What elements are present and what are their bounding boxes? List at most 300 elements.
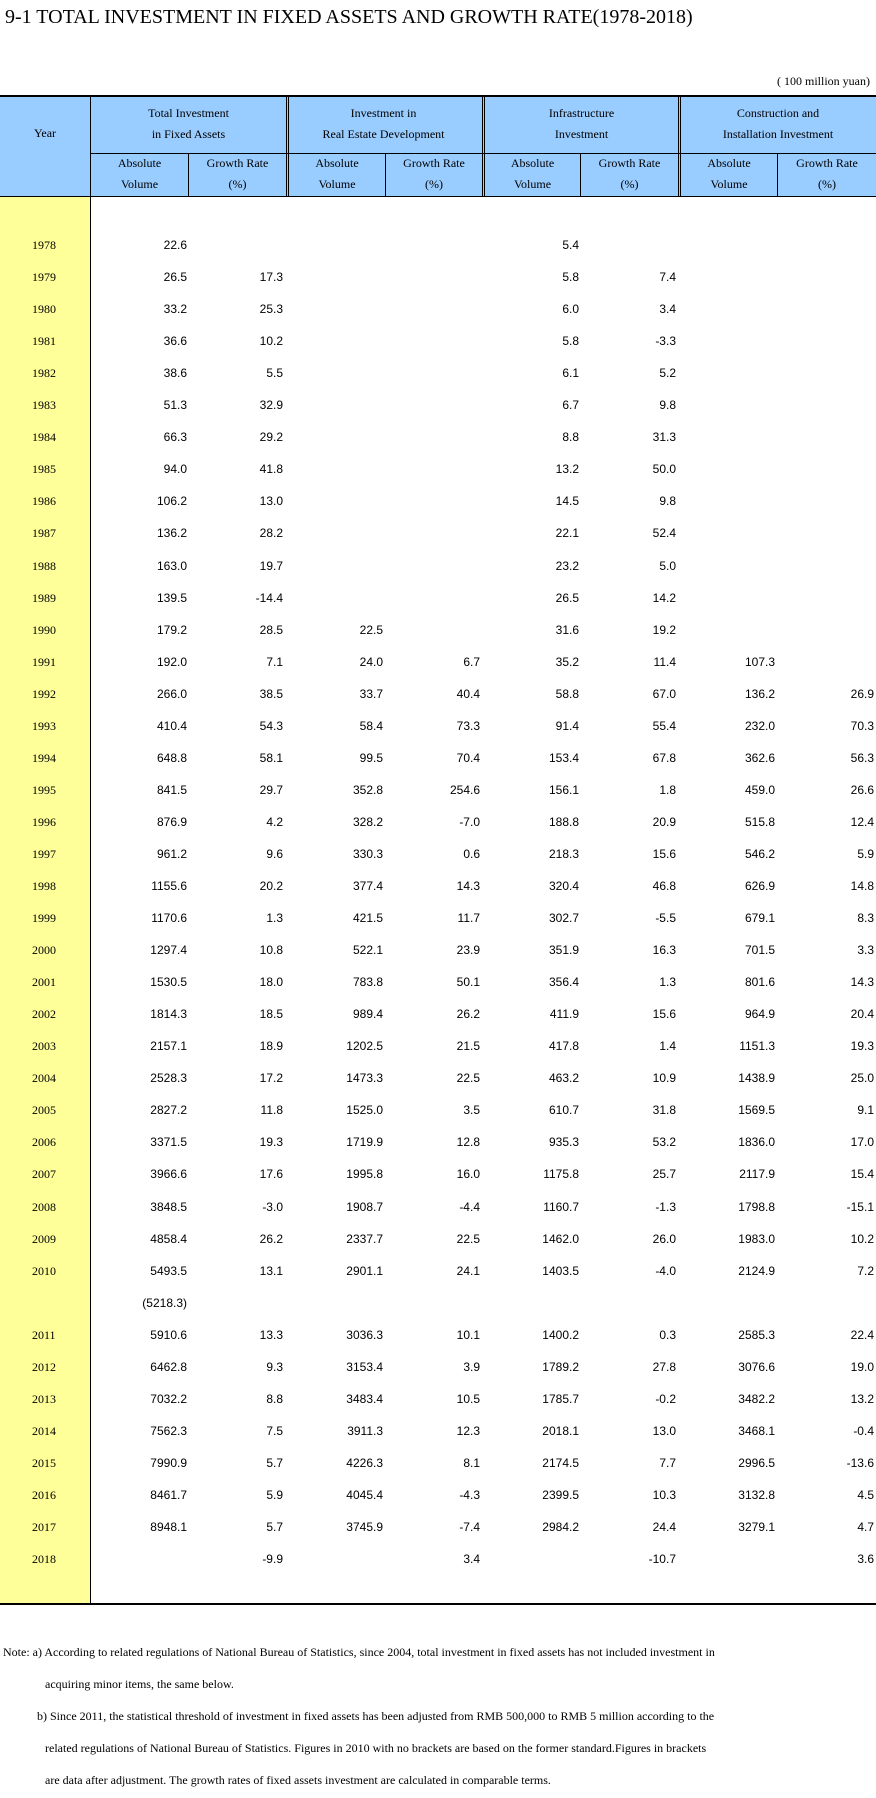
growth-rate-cell: -0.2 — [655, 1391, 676, 1406]
year-cell: 1983 — [32, 398, 56, 413]
absolute-volume-cell: 320.4 — [548, 879, 579, 893]
growth-rate-cell: 70.4 — [456, 750, 480, 765]
growth-rate-cell: 17.6 — [259, 1167, 283, 1182]
absolute-volume-cell: 266.0 — [156, 686, 187, 701]
absolute-volume-cell: 156.1 — [548, 782, 579, 797]
absolute-volume-cell: 1438.9 — [738, 1071, 775, 1086]
absolute-volume-cell: 163.0 — [156, 558, 187, 573]
absolute-volume-cell: 841.5 — [156, 782, 187, 797]
absolute-volume-cell: 2827.2 — [150, 1103, 187, 1118]
table-row — [0, 1094, 876, 1126]
sub-line: Volume — [318, 177, 356, 191]
growth-rate-cell: 8.8 — [266, 1391, 283, 1406]
growth-rate-cell: 22.4 — [850, 1327, 874, 1342]
group-header-infrastructure — [484, 103, 679, 145]
growth-rate-cell: 26.0 — [652, 1231, 676, 1246]
growth-rate-cell: -1.3 — [655, 1199, 676, 1214]
growth-rate-cell: 7.4 — [659, 270, 676, 285]
absolute-volume-cell: 106.2 — [156, 494, 187, 509]
year-cell: 2013 — [32, 1391, 56, 1406]
growth-rate-cell: 9.8 — [659, 494, 676, 509]
absolute-volume-cell: 679.1 — [744, 911, 775, 926]
absolute-volume-cell: 3132.8 — [738, 1487, 775, 1502]
group-line: Installation Investment — [722, 127, 834, 141]
note-b-line2: related regulations of National Bureau of Statistics. Figures in 2010 with no brackets are based on the former standard.Figures in brackets — [45, 1741, 707, 1755]
absolute-volume-cell: 463.2 — [548, 1071, 579, 1086]
absolute-volume-cell: 7032.2 — [150, 1391, 187, 1406]
absolute-volume-cell: 417.8 — [548, 1039, 579, 1054]
growth-rate-cell: 20.9 — [652, 814, 676, 829]
absolute-volume-cell: 3483.4 — [346, 1391, 383, 1406]
absolute-volume-cell: 22.1 — [555, 526, 579, 541]
year-header: Year — [33, 126, 57, 140]
absolute-volume-cell: 3076.6 — [738, 1359, 775, 1374]
year-cell: 2017 — [32, 1520, 56, 1534]
absolute-volume-cell: 188.8 — [548, 814, 579, 829]
growth-rate-cell: 22.5 — [456, 1071, 480, 1086]
growth-rate-cell: 29.7 — [259, 782, 283, 797]
group-divider — [286, 97, 287, 196]
growth-rate-cell: -5.5 — [655, 911, 676, 926]
year-cell: 2003 — [32, 1039, 56, 1054]
absolute-volume-cell: 3153.4 — [346, 1359, 383, 1374]
absolute-volume-cell: 2901.1 — [346, 1263, 383, 1278]
absolute-volume-cell: 610.7 — [548, 1103, 579, 1118]
growth-rate-cell: 11.4 — [653, 654, 676, 669]
absolute-volume-cell: 99.5 — [359, 750, 383, 765]
growth-rate-cell: 15.6 — [652, 1007, 676, 1022]
growth-rate-cell: 26.6 — [850, 782, 874, 797]
absolute-volume-cell: 22.6 — [163, 238, 187, 252]
growth-rate-cell: -0.4 — [853, 1423, 874, 1438]
growth-rate-cell: -10.7 — [648, 1552, 676, 1567]
year-cell: 1981 — [32, 334, 56, 349]
absolute-volume-cell: 2984.2 — [542, 1520, 579, 1534]
absolute-volume-cell: 459.0 — [744, 782, 775, 797]
note-a-line2: acquiring minor items, the same below. — [45, 1677, 234, 1691]
table-row — [0, 229, 876, 261]
growth-rate-cell: 67.8 — [652, 750, 676, 765]
year-cell: 2018 — [32, 1552, 56, 1567]
absolute-volume-cell: 8.8 — [562, 430, 579, 445]
table-row — [0, 1191, 876, 1223]
absolute-volume-cell: 2124.9 — [738, 1263, 775, 1278]
note-a-line1: Note: a) According to related regulations of National Bureau of Statistics, since 2004, total investment in fixed assets has not included investment in — [3, 1645, 715, 1659]
growth-rate-cell: -9.9 — [262, 1552, 283, 1567]
growth-rate-cell: 12.4 — [850, 814, 874, 829]
growth-rate-cell: 52.4 — [652, 526, 676, 541]
growth-rate-cell: 14.3 — [456, 879, 480, 893]
table-row — [0, 1223, 876, 1255]
growth-rate-cell: 31.3 — [652, 430, 676, 445]
group-line: Investment — [554, 127, 609, 141]
sub-line: (%) — [228, 177, 247, 191]
absolute-volume-cell: 153.4 — [548, 750, 579, 765]
growth-rate-cell: 10.2 — [259, 334, 283, 349]
table-row — [0, 1287, 876, 1319]
growth-rate-cell: 22.5 — [456, 1231, 480, 1246]
growth-rate-cell: 16.3 — [652, 943, 676, 958]
year-cell: 1987 — [32, 526, 56, 541]
subheader-absolute — [91, 153, 188, 195]
growth-rate-cell: 40.4 — [456, 686, 480, 701]
absolute-volume-cell: 6.7 — [562, 398, 579, 413]
year-cell: 1996 — [32, 814, 56, 829]
absolute-volume-cell: 2157.1 — [150, 1039, 187, 1054]
sub-line: Absolute — [707, 156, 751, 170]
absolute-volume-cell: 26.5 — [163, 270, 187, 285]
year-cell: 1997 — [32, 846, 56, 861]
growth-rate-cell: 21.5 — [456, 1039, 480, 1054]
absolute-volume-cell: 1462.0 — [542, 1231, 579, 1246]
absolute-volume-cell: 1155.6 — [151, 879, 187, 893]
absolute-volume-cell: 192.0 — [156, 654, 187, 669]
table-row — [0, 1479, 876, 1511]
growth-rate-cell: 7.1 — [266, 654, 283, 669]
growth-rate-cell: 56.3 — [850, 750, 874, 765]
absolute-volume-cell: 1403.5 — [542, 1263, 579, 1278]
absolute-volume-cell: 2337.7 — [346, 1231, 383, 1246]
growth-rate-cell: 55.4 — [652, 718, 676, 733]
growth-rate-cell: 4.7 — [857, 1520, 874, 1534]
group-header-total — [91, 103, 286, 145]
table-row — [0, 293, 876, 325]
absolute-volume-cell: 2018.1 — [542, 1423, 579, 1438]
absolute-volume-cell: 36.6 — [163, 334, 187, 349]
growth-rate-cell: -14.4 — [255, 590, 283, 605]
year-cell: 1989 — [32, 590, 56, 605]
table-row — [0, 421, 876, 453]
table-row — [0, 357, 876, 389]
absolute-volume-cell: 1814.3 — [150, 1007, 187, 1022]
year-cell: 1978 — [32, 238, 56, 252]
notes — [3, 1636, 873, 1796]
absolute-volume-cell: 33.2 — [163, 302, 187, 317]
growth-rate-cell: 11.8 — [260, 1103, 283, 1118]
sub-line: Volume — [513, 177, 552, 191]
growth-rate-cell: 0.3 — [659, 1327, 676, 1342]
note-b-line1: b) Since 2011, the statistical threshold of investment in fixed assets has been adjusted from RMB 500,000 to RMB 5 million according to the — [37, 1709, 715, 1723]
table-row — [0, 774, 876, 806]
absolute-volume-cell: 3911.3 — [347, 1423, 383, 1438]
subheader-absolute — [681, 153, 777, 195]
growth-rate-cell: 41.8 — [259, 462, 283, 477]
table-row — [0, 934, 876, 966]
absolute-volume-cell: 362.6 — [744, 750, 775, 765]
absolute-volume-cell: 421.5 — [352, 911, 383, 926]
growth-rate-cell: 18.5 — [259, 1007, 283, 1022]
growth-rate-cell: 50.0 — [652, 462, 676, 477]
growth-rate-cell: 20.4 — [850, 1007, 874, 1022]
growth-rate-cell: 14.2 — [652, 590, 676, 605]
growth-rate-cell: 11.7 — [457, 911, 480, 926]
absolute-volume-cell: 1175.8 — [543, 1167, 579, 1182]
table-row — [0, 1062, 876, 1094]
absolute-volume-cell: 522.1 — [352, 943, 383, 958]
absolute-volume-cell: 5.4 — [562, 238, 579, 252]
absolute-volume-cell: 8948.1 — [150, 1520, 187, 1534]
growth-rate-cell: 54.3 — [259, 718, 283, 733]
growth-rate-cell: 53.2 — [652, 1135, 676, 1150]
year-cell: 2008 — [32, 1199, 56, 1214]
year-cell: 2009 — [32, 1231, 56, 1246]
absolute-volume-cell: 5.8 — [562, 270, 579, 285]
absolute-volume-cell: 14.5 — [555, 494, 579, 509]
absolute-volume-cell: 1983.0 — [738, 1231, 775, 1246]
group-header-realestate — [286, 103, 481, 145]
absolute-volume-cell: 801.6 — [744, 975, 775, 990]
absolute-volume-cell: 3482.2 — [738, 1391, 775, 1406]
growth-rate-cell: 10.8 — [259, 943, 283, 958]
absolute-volume-cell: 66.3 — [163, 430, 187, 445]
absolute-volume-cell: 3036.3 — [346, 1327, 383, 1342]
growth-rate-cell: 5.0 — [659, 558, 676, 573]
absolute-volume-cell: 1530.5 — [150, 975, 187, 990]
absolute-volume-cell: 91.4 — [555, 718, 579, 733]
table-row — [0, 870, 876, 902]
year-cell: 1992 — [32, 686, 56, 701]
absolute-volume-cell: 1160.7 — [543, 1199, 579, 1214]
table-row — [0, 325, 876, 357]
growth-rate-cell: 32.9 — [259, 398, 283, 413]
year-cell: 1986 — [32, 494, 56, 509]
growth-rate-cell: 20.2 — [259, 879, 283, 893]
absolute-volume-cell: 5910.6 — [150, 1327, 187, 1342]
absolute-volume-cell: 136.2 — [744, 686, 775, 701]
absolute-volume-cell: 1525.0 — [346, 1103, 383, 1118]
group-line: Investment in — [350, 106, 417, 120]
year-cell: 1982 — [32, 366, 56, 381]
table-row — [0, 710, 876, 742]
sub-line: Growth Rate — [796, 156, 858, 170]
year-cell: 2005 — [32, 1103, 56, 1118]
growth-rate-cell: 6.7 — [463, 654, 480, 669]
year-cell: 2016 — [32, 1487, 56, 1502]
absolute-volume-cell: 38.6 — [163, 366, 187, 381]
absolute-volume-cell: 964.9 — [744, 1007, 775, 1022]
year-cell: 2002 — [32, 1007, 56, 1022]
growth-rate-cell: 24.4 — [652, 1520, 676, 1534]
table-row — [0, 582, 876, 614]
growth-rate-cell: 3.4 — [463, 1552, 480, 1567]
growth-rate-cell: 19.0 — [850, 1359, 874, 1374]
growth-rate-cell: 13.3 — [259, 1327, 283, 1342]
year-cell: 1994 — [32, 750, 56, 765]
year-cell: 1984 — [32, 430, 56, 445]
growth-rate-cell: 50.1 — [456, 975, 480, 990]
sub-line: (%) — [425, 177, 443, 191]
absolute-volume-cell: 4045.4 — [346, 1487, 383, 1502]
subheader-growth — [778, 153, 876, 195]
note-b-line3: are data after adjustment. The growth rates of fixed assets investment are calculated in comparable terms. — [45, 1773, 551, 1787]
growth-rate-cell: 26.2 — [259, 1231, 283, 1246]
year-cell: 2011 — [32, 1327, 56, 1342]
absolute-volume-cell: 6462.8 — [150, 1359, 187, 1374]
growth-rate-cell: 12.3 — [456, 1423, 480, 1438]
table-row — [0, 678, 876, 710]
growth-rate-cell: 10.3 — [652, 1487, 676, 1502]
group-line: Total Investment — [148, 106, 229, 120]
absolute-volume-cell: 33.7 — [359, 686, 383, 701]
absolute-volume-cell: 7990.9 — [150, 1455, 187, 1470]
sub-line: Absolute — [315, 156, 359, 170]
year-cell: 1979 — [32, 270, 56, 285]
growth-rate-cell: 25.7 — [652, 1167, 676, 1182]
table-row — [0, 1126, 876, 1158]
table-row — [0, 389, 876, 421]
sub-line: Absolute — [510, 156, 555, 170]
growth-rate-cell: -13.6 — [846, 1455, 874, 1470]
growth-rate-cell: 16.0 — [456, 1167, 480, 1182]
growth-rate-cell: 26.2 — [456, 1007, 480, 1022]
growth-rate-cell: 10.5 — [456, 1391, 480, 1406]
growth-rate-cell: 4.2 — [266, 814, 283, 829]
absolute-volume-cell: 1719.9 — [346, 1135, 383, 1150]
absolute-volume-cell: 1202.5 — [346, 1039, 383, 1054]
absolute-volume-cell: 2996.5 — [738, 1455, 775, 1470]
growth-rate-cell: 70.3 — [850, 718, 874, 733]
growth-rate-cell: 13.0 — [259, 494, 283, 509]
table-row — [0, 1543, 876, 1575]
absolute-volume-cell: 356.4 — [548, 975, 579, 990]
growth-rate-cell: 27.8 — [652, 1359, 676, 1374]
absolute-volume-cell: 2585.3 — [738, 1327, 775, 1342]
growth-rate-cell: 5.7 — [266, 1455, 283, 1470]
group-divider — [678, 97, 679, 196]
absolute-volume-cell: 648.8 — [156, 750, 187, 765]
growth-rate-cell: 17.3 — [259, 270, 283, 285]
table-row — [0, 517, 876, 549]
group-line: Real Estate Development — [322, 127, 445, 141]
absolute-volume-cell: 58.4 — [359, 718, 383, 733]
group-line: Construction and — [736, 106, 820, 120]
growth-rate-cell: 28.2 — [259, 526, 283, 541]
subheader-growth — [581, 153, 678, 195]
absolute-volume-cell: 7562.3 — [150, 1423, 187, 1438]
year-cell: 2000 — [32, 943, 56, 958]
growth-rate-cell: 5.9 — [266, 1487, 283, 1502]
table-row — [0, 614, 876, 646]
table-row — [0, 485, 876, 517]
absolute-volume-cell: 232.0 — [744, 718, 775, 733]
absolute-volume-cell: 218.3 — [548, 846, 579, 861]
absolute-volume-cell: 139.5 — [156, 590, 187, 605]
absolute-volume-cell: 31.6 — [555, 622, 579, 637]
table-row — [0, 453, 876, 485]
absolute-volume-cell: 2399.5 — [542, 1487, 579, 1502]
absolute-volume-cell: 1785.7 — [542, 1391, 579, 1406]
absolute-volume-cell: 1151.3 — [739, 1039, 775, 1054]
growth-rate-cell: 18.9 — [259, 1039, 283, 1054]
growth-rate-cell: 8.1 — [463, 1455, 480, 1470]
absolute-volume-cell: 1170.6 — [151, 911, 187, 926]
subheader-absolute — [485, 153, 580, 195]
growth-rate-cell: -7.0 — [459, 814, 480, 829]
growth-rate-cell: 9.6 — [266, 846, 283, 861]
year-cell: 2004 — [32, 1071, 56, 1086]
absolute-volume-cell: 3468.1 — [738, 1423, 775, 1438]
growth-rate-cell: -15.1 — [846, 1199, 874, 1214]
year-cell: 2006 — [32, 1135, 56, 1150]
growth-rate-cell: 15.6 — [652, 846, 676, 861]
growth-rate-cell: 1.3 — [266, 911, 283, 926]
table-row — [0, 261, 876, 293]
absolute-volume-cell: 351.9 — [548, 943, 579, 958]
table-row — [0, 838, 876, 870]
table-row — [0, 1255, 876, 1287]
absolute-volume-cell: (5218.3) — [142, 1295, 187, 1310]
absolute-volume-cell: 377.4 — [352, 879, 383, 893]
table-row — [0, 1447, 876, 1479]
absolute-volume-cell: 4226.3 — [346, 1455, 383, 1470]
absolute-volume-cell: 1798.8 — [738, 1199, 775, 1214]
table-row — [0, 1511, 876, 1543]
growth-rate-cell: 24.1 — [456, 1263, 480, 1278]
growth-rate-cell: -3.0 — [262, 1199, 283, 1214]
growth-rate-cell: 5.9 — [857, 846, 874, 861]
absolute-volume-cell: 1400.2 — [542, 1327, 579, 1342]
table-row — [0, 1415, 876, 1447]
absolute-volume-cell: 935.3 — [548, 1135, 579, 1150]
table-row — [0, 1030, 876, 1062]
year-cell: 1998 — [32, 879, 56, 893]
growth-rate-cell: 7.2 — [857, 1263, 874, 1278]
growth-rate-cell: 7.5 — [266, 1423, 283, 1438]
absolute-volume-cell: 876.9 — [156, 814, 187, 829]
absolute-volume-cell: 6.1 — [562, 366, 579, 381]
table-row — [0, 1383, 876, 1415]
absolute-volume-cell: 5.8 — [562, 334, 579, 349]
growth-rate-cell: -3.3 — [655, 334, 676, 349]
absolute-volume-cell: 3966.6 — [150, 1167, 187, 1182]
table-row — [0, 966, 876, 998]
absolute-volume-cell: 2117.9 — [739, 1167, 775, 1182]
growth-rate-cell: 46.8 — [652, 879, 676, 893]
sub-line: Growth Rate — [598, 156, 661, 170]
growth-rate-cell: -4.4 — [459, 1199, 480, 1214]
growth-rate-cell: 31.8 — [652, 1103, 676, 1118]
growth-rate-cell: 23.9 — [456, 943, 480, 958]
absolute-volume-cell: 783.8 — [352, 975, 383, 990]
absolute-volume-cell: 1908.7 — [346, 1199, 383, 1214]
absolute-volume-cell: 3279.1 — [738, 1520, 775, 1534]
absolute-volume-cell: 328.2 — [352, 814, 383, 829]
growth-rate-cell: 1.3 — [659, 975, 676, 990]
growth-rate-cell: 5.5 — [266, 366, 283, 381]
year-cell: 2014 — [32, 1423, 56, 1438]
growth-rate-cell: 5.7 — [266, 1520, 283, 1534]
absolute-volume-cell: 2528.3 — [150, 1071, 187, 1086]
absolute-volume-cell: 330.3 — [352, 846, 383, 861]
sub-line: Absolute — [117, 156, 162, 170]
absolute-volume-cell: 1473.3 — [346, 1071, 383, 1086]
absolute-volume-cell: 23.2 — [555, 558, 579, 573]
table-row — [0, 902, 876, 934]
growth-rate-cell: 3.6 — [857, 1552, 874, 1567]
year-cell: 1993 — [32, 718, 56, 733]
absolute-volume-cell: 2174.5 — [542, 1455, 579, 1470]
table-body-top-rule — [0, 196, 876, 197]
subheader-absolute — [289, 153, 385, 195]
table-row — [0, 550, 876, 582]
growth-rate-cell: 1.4 — [659, 1039, 676, 1054]
year-cell: 1999 — [32, 911, 56, 926]
growth-rate-cell: -4.3 — [459, 1487, 480, 1502]
year-cell: 1991 — [32, 654, 56, 669]
year-cell: 2015 — [32, 1455, 56, 1470]
growth-rate-cell: 25.0 — [850, 1071, 874, 1086]
growth-rate-cell: 3.3 — [857, 943, 874, 958]
